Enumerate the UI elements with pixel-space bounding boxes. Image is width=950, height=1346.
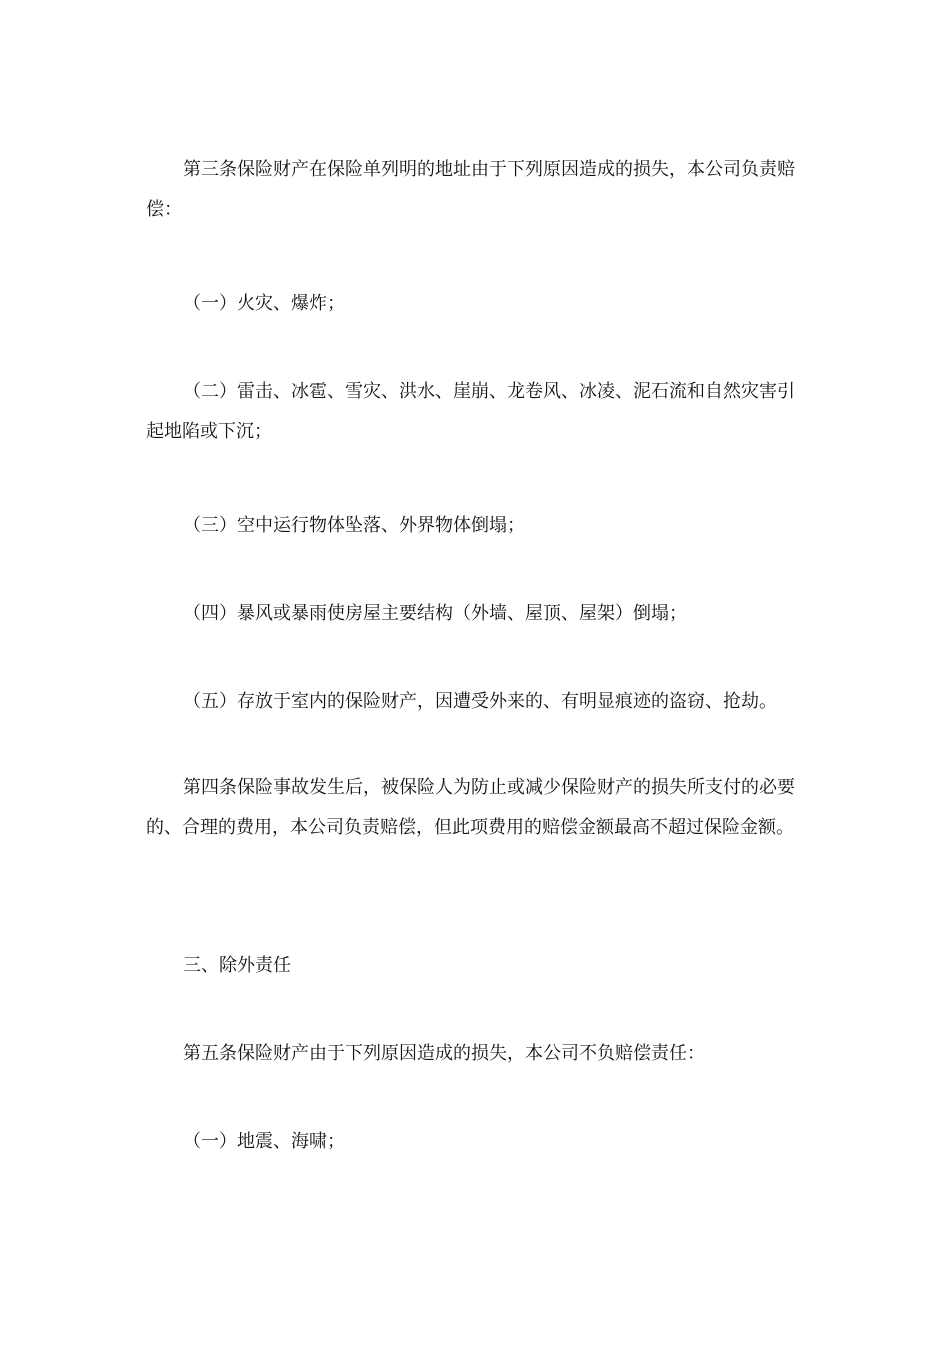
clause-5-item-1: （一）地震、海啸； (183, 1131, 345, 1152)
clause-4-paragraph: 第四条保险事故发生后，被保险人为防止或减少保险财产的损失所支付的必要的、合理的费用，本公司负责赔偿，但此项费用的赔偿金额最高不超过保险金额。 (146, 777, 795, 838)
clause-3-paragraph: 第三条保险财产在保险单列明的地址由于下列原因造成的损失，本公司负责赔偿： (146, 159, 795, 220)
clause-3-item-4: （四）暴风或暴雨使房屋主要结构（外墙、屋顶、屋架）倒塌； (183, 603, 687, 624)
clause-3-item-5: （五）存放于室内的保险财产，因遭受外来的、有明显痕迹的盗窃、抢劫。 (183, 691, 777, 712)
clause-5-paragraph: 第五条保险财产由于下列原因造成的损失，本公司不负赔偿责任： (183, 1043, 705, 1064)
clause-3-item-1: （一）火灾、爆炸； (183, 293, 345, 314)
section-heading-exclusions: 三、除外责任 (183, 955, 291, 976)
clause-3-item-3: （三）空中运行物体坠落、外界物体倒塌； (183, 515, 525, 536)
clause-3-item-2: （二）雷击、冰雹、雪灾、洪水、崖崩、龙卷风、冰凌、泥石流和自然灾害引起地陷或下沉； (146, 381, 795, 442)
